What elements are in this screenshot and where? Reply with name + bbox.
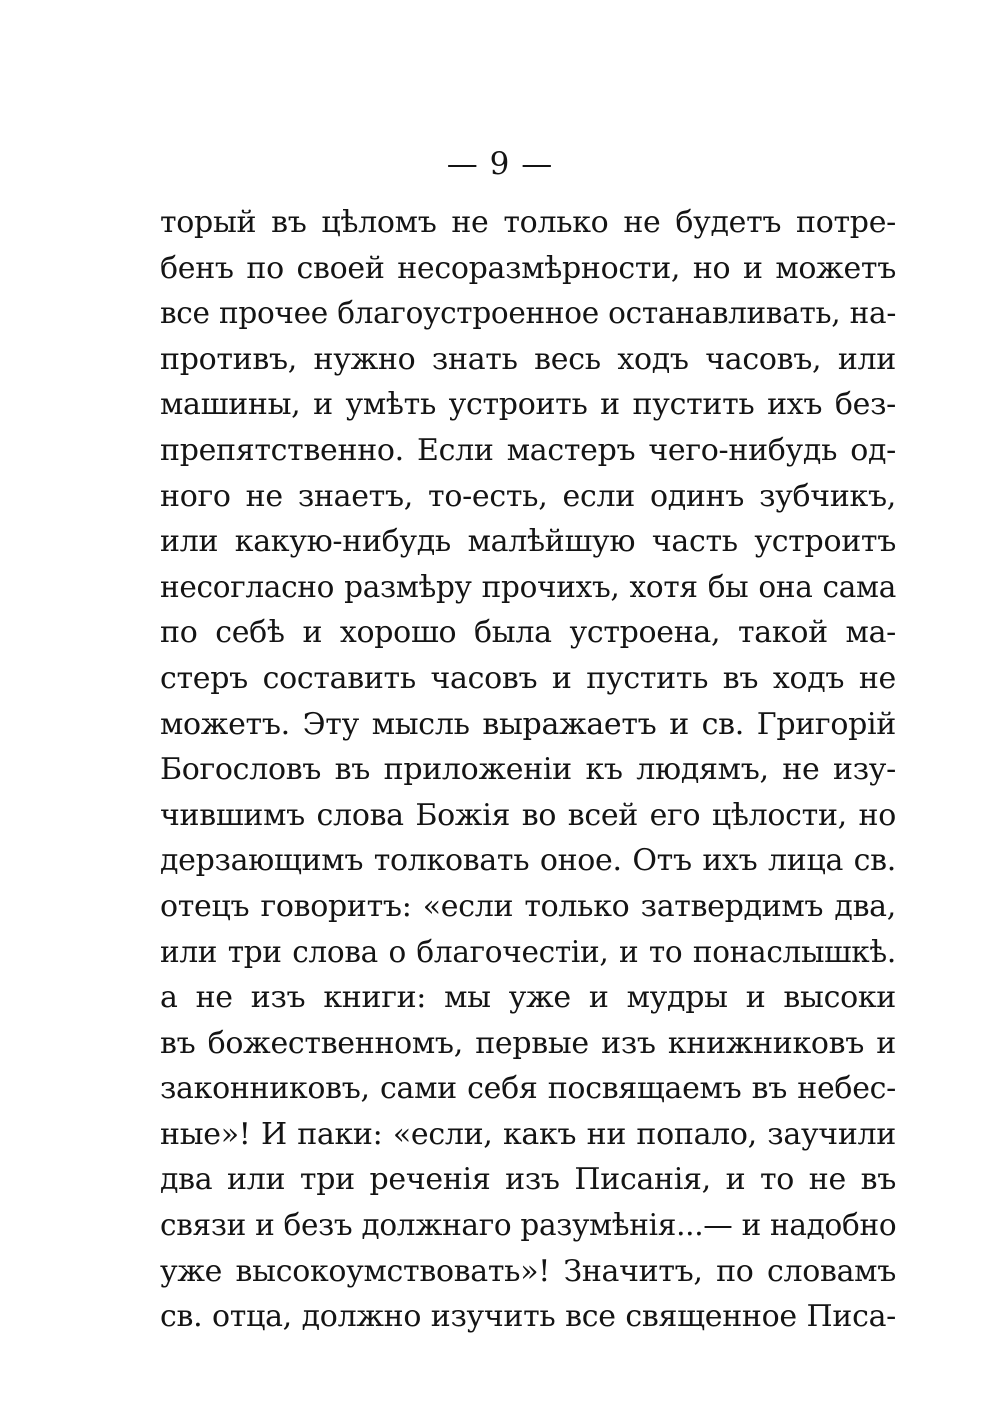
text-line: уже высокоумствовать»! Значитъ, по словамъ [160,1253,896,1289]
text-line: а не изъ книги: мы уже и мудры и высоки [160,980,896,1016]
text-line: связи и безъ должнаго разумѣнія...— и надобно [160,1208,897,1243]
text-line: или три слова о благочестiи, и то понаслышкѣ. [160,934,896,969]
text-line: Богословъ въ приложенiи къ людямъ, не изу- [160,752,896,788]
text-line: ного не знаетъ, то-есть, если одинъ зубчикъ, [160,478,896,514]
text-line: стеръ составить часовъ и пустить въ ходъ не [160,660,896,696]
text-line: два или три реченія изъ Писанія, и то не въ [160,1162,896,1198]
text-line: дерзающимъ толковать оное. Отъ ихъ лица св. [160,843,896,879]
text-line: препятственно. Если мастеръ чего-нибудь од- [160,432,896,468]
text-line: противъ, нужно знать весь ходъ часовъ, или [160,341,896,377]
text-line: отецъ говоритъ: «если только затвердимъ два, [160,888,896,924]
text-line: или какую-нибудь малѣйшую часть устроитъ [160,524,896,560]
text-line: бенъ по своей несоразмѣрности, но и можетъ [160,250,896,286]
page-number: — 9 — [446,146,554,182]
text-line: все прочее благоустроенное останавливать, на- [160,296,896,331]
text-line: машины, и умѣть устроить и пустить ихъ без- [160,387,896,423]
text-line: по себѣ и хорошо была устроена, такой ма- [160,615,896,651]
body-text [160,200,896,1340]
text-line: несогласно размѣру прочихъ, хотя бы она сама [160,569,896,604]
text-line: законниковъ, сами себя посвящаемъ въ небес- [160,1071,896,1107]
text-line: св. отца, должно изучить все священное Писа- [160,1299,896,1335]
text-line: можетъ. Эту мысль выражаетъ и св. Григорій [160,706,896,742]
text-line: торый въ цѣломъ не только не будетъ потре- [160,205,896,240]
text-line: чившимъ слова Божія во всей его цѣлости, но [160,797,896,833]
text-line: въ божественномъ, первые изъ книжниковъ и [160,1025,896,1061]
text-line: ные»! И паки: «если, какъ ни попало, заучили [160,1116,896,1152]
